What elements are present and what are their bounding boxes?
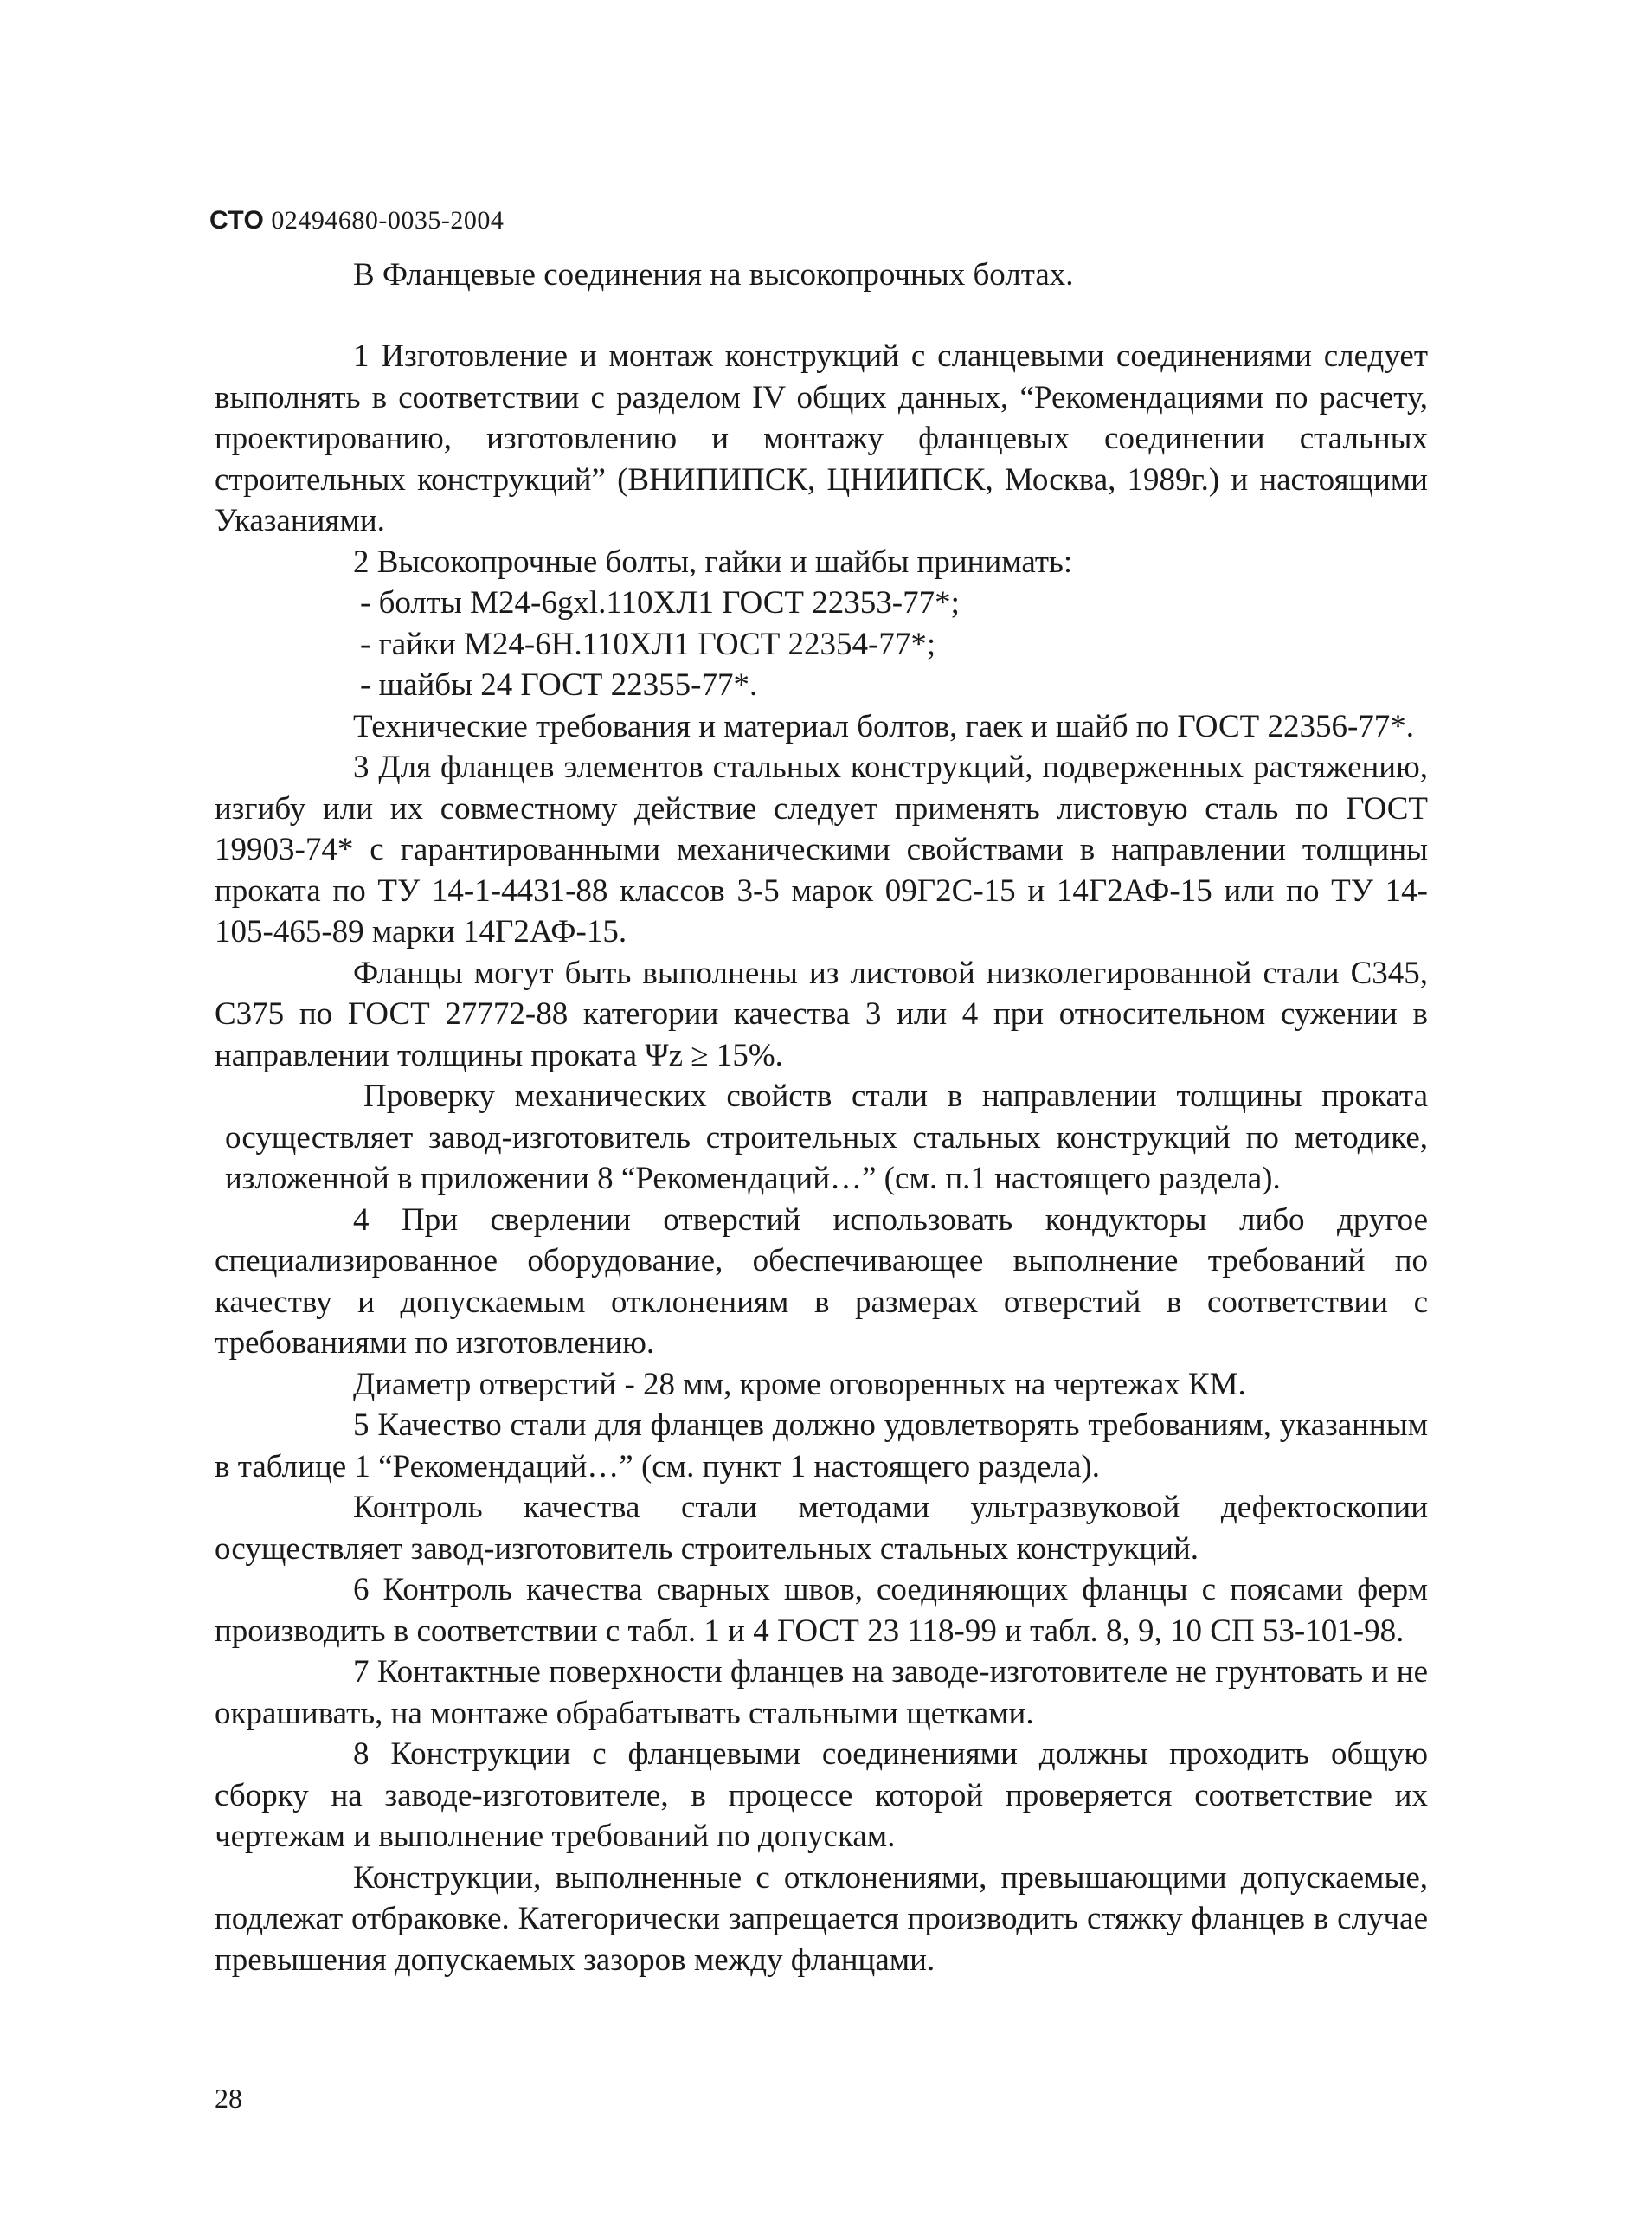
paragraph-3-check: Проверку механических свойств стали в направлении толщины проката осуществляет завод-изготовитель строительных стальных конструкций по методике, изложенной в приложении 8 “Рекомендаций…” (см. п.1 настоящего раздела). [225,1079,1428,1196]
document-body [215,336,1428,1980]
paragraph-2-tech-requirements: Технические требования и материал болтов, гаек и шайб по ГОСТ 22356-77*. [353,708,1415,744]
paragraph-1: 1 Изготовление и монтаж конструкций с сланцевыми соединениями следует выполнять в соответствии с разделом IV общих данных, “Рекомендациями по расчету, проектированию, изготовлению и монтажу фланцевых соединении стальных строительных конструкций” (ВНИПИПСК, ЦНИИПСК, Москва, 1989г.) и настоящими Указаниями. [215,338,1428,538]
paragraph-4-diameter: Диаметр отверстий - 28 мм, кроме оговоренных на чертежах КМ. [353,1366,1246,1402]
paragraph-8-rejection: Конструкции, выполненные с отклонениями, превышающими допускаемые, подлежат отбраковке. Категорически запрещается производить стяжку фланцев в случае превышения допускаемых зазоров между фланцами. [215,1859,1428,1978]
document-code-prefix: СТО [209,206,265,235]
paragraph-5: 5 Качество стали для фланцев должно удовлетворять требованиям, указанным в таблице 1 “Рекомендаций…” (см. пункт 1 настоящего раздела). [215,1407,1428,1484]
list-item-washers: - шайбы 24 ГОСТ 22355-77*. [360,667,758,703]
paragraph-3-flanges: Фланцы могут быть выполнены из листовой низколегированной стали С345, С375 по ГОСТ 27772-88 категории качества 3 или 4 при относительном сужении в направлении толщины проката Ψz ≥ 15%. [215,955,1428,1073]
paragraph-2: 2 Высокопрочные болты, гайки и шайбы принимать: [353,544,1073,580]
paragraph-7: 7 Контактные поверхности фланцев на заводе-изготовителе не грунтовать и не окрашивать, на монтаже обрабатывать стальными щетками. [215,1654,1428,1731]
document-code-number: 02494680-0035-2004 [271,206,505,235]
paragraph-6: 6 Контроль качества сварных швов, соединяющих фланцы с поясами ферм производить в соответствии с табл. 1 и 4 ГОСТ 23 118-99 и табл. 8, 9, 10 СП 53-101-98. [215,1572,1428,1649]
document-code [209,206,504,235]
section-title: В Фланцевые соединения на высокопрочных болтах. [353,257,1074,293]
page-number: 28 [215,2083,242,2114]
paragraph-8: 8 Конструкции с фланцевыми соединениями должны проходить общую сборку на заводе-изготовителе, в процессе которой проверяется соответствие их чертежам и выполнение требований по допускам. [215,1736,1428,1854]
list-item-bolts: - болты М24-6gxl.110ХЛ1 ГОСТ 22353-77*; [360,585,960,621]
paragraph-3: 3 Для фланцев элементов стальных конструкций, подверженных растяжению, изгибу или их совместному действие следует применять листовую сталь по ГОСТ 19903-74* с гарантированными механическими свойствами в направлении толщины проката по ТУ 14-1-4431-88 классов 3-5 марок 09Г2С-15 и 14Г2АФ-15 или по ТУ 14-105-465-89 марки 14Г2АФ-15. [215,750,1428,950]
paragraph-4: 4 При сверлении отверстий использовать кондукторы либо другое специализированное оборудование, обеспечивающее выполнение требований по качеству и допускаемым отклонениям в размерах отверстий в соответствии с требованиями по изготовлению. [215,1201,1428,1361]
list-item-nuts: - гайки М24-6Н.110ХЛ1 ГОСТ 22354-77*; [360,626,936,662]
paragraph-5-control: Контроль качества стали методами ультразвуковой дефектоскопии осуществляет завод-изготовитель строительных стальных конструкций. [215,1490,1428,1567]
